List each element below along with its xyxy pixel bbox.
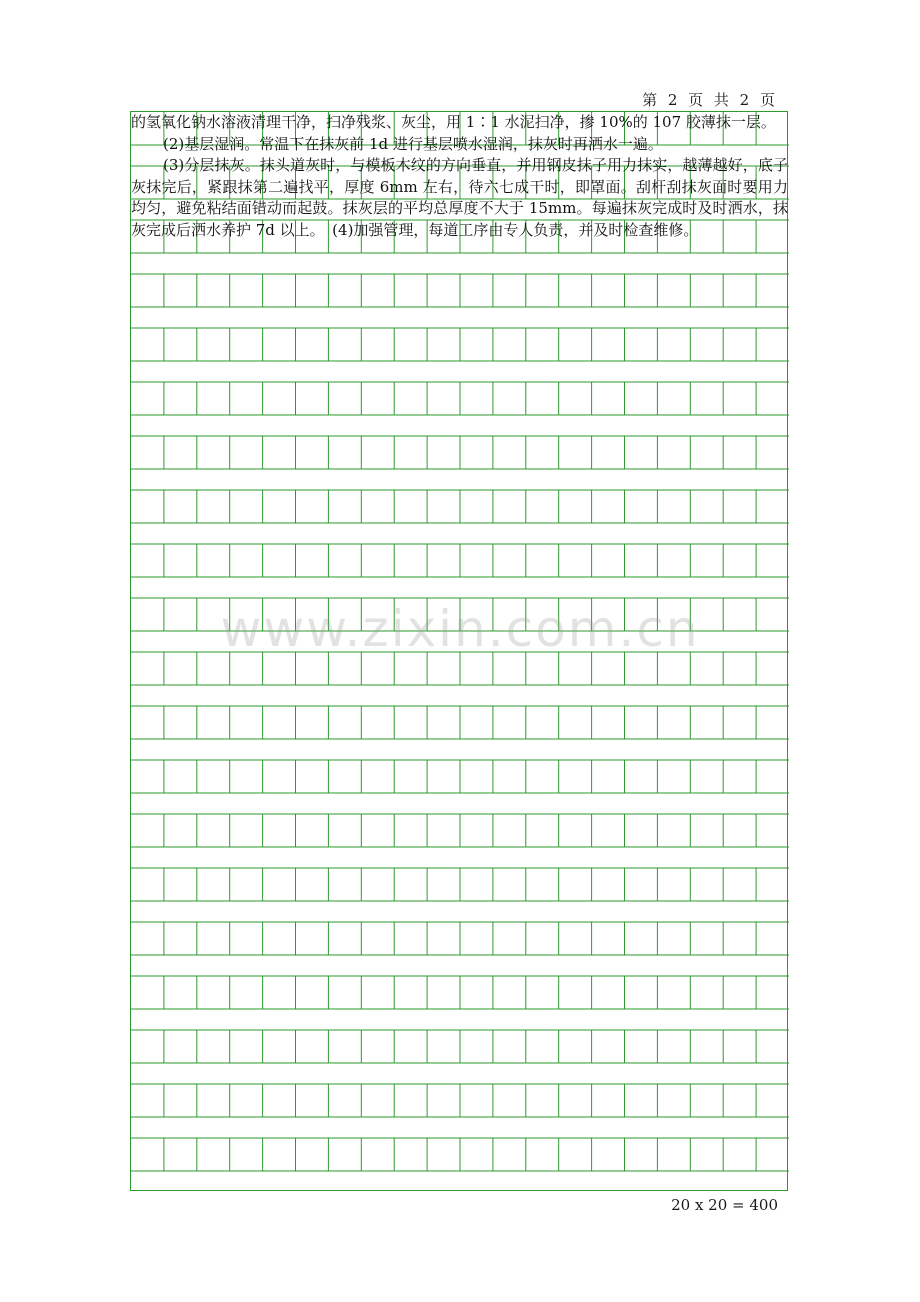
grid-lines [131,112,789,1192]
paragraph-3: (3)分层抹灰。抹头道灰时，与模板木纹的方向垂直，并用钢皮抹子用力抹实，越薄越好，底子灰抹完后，紧跟抹第二遍找平，厚度 6mm 左右，待六七成干时，即罩面。刮杆刮抹灰面时要用力均匀，避免粘结面错动而起鼓。抹灰层的平均总厚度不大于 15mm。每遍抹灰完成时及时洒水，抹灰完成后洒水养护 7d 以上。 (4)加强管理，每道工序由专人负责，并及时检查维修。 [131,156,788,239]
paragraph-continuation: 的氢氧化钠水溶液清理干净，扫净残浆、灰尘，用 1∶1 水泥扫净，掺 10%的 107 胶薄抹一层。 [131,113,776,131]
watermark: www.zixin.com.cn [220,600,700,658]
grid-count: 20 x 20 = 400 [671,1196,778,1214]
body-text [131,112,788,241]
paragraph-2: (2)基层湿润。常温下在抹灰前 1d 进行基层喷水湿润，抹灰时再洒水一遍。 [163,134,663,153]
manuscript-grid [130,111,788,1191]
page-indicator: 第 2 页 共 2 页 [642,91,778,109]
